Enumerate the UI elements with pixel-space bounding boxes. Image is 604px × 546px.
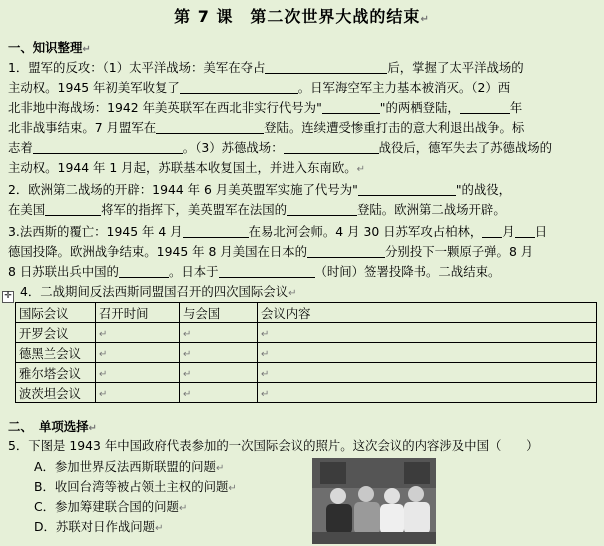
table-cell[interactable]: ↵ <box>180 363 258 383</box>
option-c[interactable]: C．参加筹建联合国的问题↵ <box>34 499 188 514</box>
q5-stem: 5．下图是 1943 年中国政府代表参加的一次国际会议的照片。这次会议的内容涉及中国（ ） <box>8 438 539 453</box>
answer-blank[interactable] <box>45 202 101 216</box>
table-cell[interactable]: ↵ <box>180 383 258 403</box>
q1-line-4: 北非战事结束。7 月盟军在 登陆。连续遭受惨重打击的意大利退出战争。标 <box>8 120 525 135</box>
table-cell[interactable]: ↵ <box>180 323 258 343</box>
answer-blank[interactable] <box>156 120 264 134</box>
table-cell[interactable]: ↵ <box>96 323 180 343</box>
section-heading-2: 二、 单项选择↵ <box>8 419 97 434</box>
move-handle-icon[interactable]: ✛ <box>2 291 14 303</box>
table-header-cell: 召开时间 <box>96 303 180 323</box>
answer-blank[interactable] <box>515 224 535 238</box>
table-row <box>16 363 597 383</box>
answer-blank[interactable] <box>307 244 385 258</box>
table-cell[interactable]: ↵ <box>96 343 180 363</box>
answer-blank[interactable] <box>287 202 357 216</box>
q1-line-3: 北非地中海战场：1942 年美英联军在西北非实行代号为" "的两栖登陆， 年 <box>8 100 523 115</box>
lesson-title: 第 7 课 第二次世界大战的结束↵ <box>174 7 430 26</box>
q3-line-1: 3.法西斯的覆亡：1945 年 4 月 在易北河会师。4 月 30 日苏军攻占柏林， 月 日 <box>8 224 548 239</box>
table-cell[interactable]: ↵ <box>258 383 597 403</box>
q1-line-1: 1．盟军的反攻：（1）太平洋战场：美军在夺占 后，掌握了太平洋战场的 <box>8 60 524 75</box>
answer-blank[interactable] <box>482 224 502 238</box>
conference-name: 德黑兰会议 <box>16 343 96 363</box>
table-cell[interactable]: ↵ <box>258 323 597 343</box>
option-b[interactable]: B．收回台湾等被占领土主权的问题↵ <box>34 479 237 494</box>
conference-name: 开罗会议 <box>16 323 96 343</box>
q1-line-5: 志着 。（3）苏德战场： 战役后，德军失去了苏德战场的 <box>8 140 553 155</box>
section-heading-1: 一、知识整理↵ <box>8 40 91 55</box>
answer-blank[interactable] <box>119 264 169 278</box>
q2-line-2: 在美国 将军的指挥下，美英盟军在法国的 登陆。欧洲第二战场开辟。 <box>8 202 506 217</box>
table-header-row <box>16 303 597 323</box>
table-row <box>16 383 597 403</box>
table-cell[interactable]: ↵ <box>258 343 597 363</box>
answer-blank[interactable] <box>322 100 380 114</box>
q3-line-3: 8 日苏联出兵中国的 。日本于 （时间）签署投降书。二战结束。 <box>8 264 501 279</box>
option-a[interactable]: A．参加世界反法西斯联盟的问题↵ <box>34 459 225 474</box>
option-d[interactable]: D．苏联对日作战问题↵ <box>34 519 164 534</box>
table-header-cell: 国际会议 <box>16 303 96 323</box>
q2-line-1: 2．欧洲第二战场的开辟：1944 年 6 月美英盟军实施了代号为" "的战役， <box>8 182 512 197</box>
answer-blank[interactable] <box>180 80 298 94</box>
conference-name: 波茨坦会议 <box>16 383 96 403</box>
table-row <box>16 343 597 363</box>
answer-blank[interactable] <box>284 140 379 154</box>
answer-blank[interactable] <box>460 100 510 114</box>
q3-line-2: 德国投降。欧洲战争结束。1945 年 8 月美国在日本的 分别投下一颗原子弹。8 月 <box>8 244 534 259</box>
answer-blank[interactable] <box>265 60 387 74</box>
q4-heading: 4．二战期间反法西斯同盟国召开的四次国际会议↵ <box>20 284 297 299</box>
conference-table <box>15 302 597 403</box>
table-cell[interactable]: ↵ <box>258 363 597 383</box>
table-header-cell: 会议内容 <box>258 303 597 323</box>
conference-photo <box>312 458 436 544</box>
table-cell[interactable]: ↵ <box>180 343 258 363</box>
q1-line-6: 主动权。1944 年 1 月起，苏联基本收复国土，并进入东南欧。↵ <box>8 160 365 175</box>
answer-blank[interactable] <box>183 224 249 238</box>
table-row <box>16 323 597 343</box>
answer-blank[interactable] <box>219 264 315 278</box>
table-cell[interactable]: ↵ <box>96 383 180 403</box>
table-cell[interactable]: ↵ <box>96 363 180 383</box>
q1-line-2: 主动权。1945 年初美军收复了 。日军海空军主力基本被消灭。（2）西 <box>8 80 511 95</box>
paragraph-mark-icon: ↵ <box>420 14 430 25</box>
answer-blank[interactable] <box>358 182 456 196</box>
answer-blank[interactable] <box>33 140 183 154</box>
table-header-cell: 与会国 <box>180 303 258 323</box>
conference-name: 雅尔塔会议 <box>16 363 96 383</box>
